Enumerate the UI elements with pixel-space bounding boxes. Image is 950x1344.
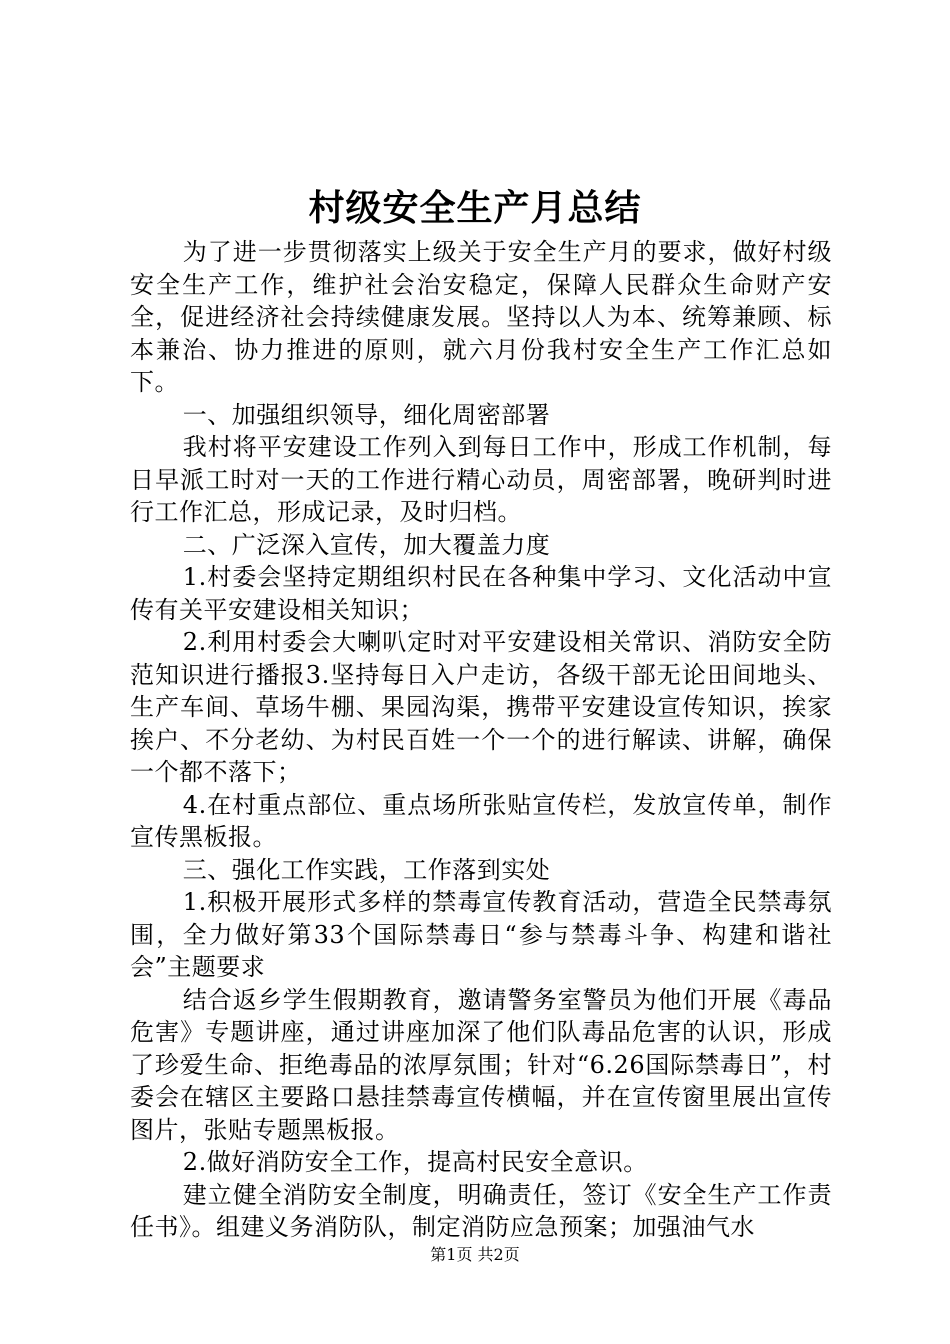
section-2-item-1: 1.村委会坚持定期组织村民在各种集中学习、文化活动中宣传有关平安建设相关知识； <box>130 563 832 624</box>
section-3-item-2-detail: 建立健全消防安全制度，明确责任，签订《安全生产工作责任书》。组建义务消防队，制定消防应急预案；加强油气水 <box>130 1180 832 1241</box>
document-title: 村级安全生产月总结 <box>308 188 642 229</box>
section-3-item-1: 1.积极开展形式多样的禁毒宣传教育活动，营造全民禁毒氛围，全力做好第33个国际禁毒日“参与禁毒斗争、构建和谐社会”主题要求 <box>130 888 832 981</box>
page-number-footer: 第1页 共2页 <box>430 1245 520 1264</box>
section-heading-3: 三、强化工作实践，工作落到实处 <box>182 855 551 884</box>
section-2-item-2: 2.利用村委会大喇叭定时对平安建设相关常识、消防安全防范知识进行播报3.坚持每日入户走访，各级干部无论田间地头、生产车间、草场牛棚、果园沟渠，携带平安建设宣传知识，挨家挨户、不分老幼、为村民百姓一个一个的进行解读、讲解，确保一个都不落下； <box>130 628 832 786</box>
section-2-item-4: 4.在村重点部位、重点场所张贴宣传栏，发放宣传单，制作宣传黑板报。 <box>130 790 832 851</box>
section-1-paragraph: 我村将平安建设工作列入到每日工作中，形成工作机制，每日早派工时对一天的工作进行精心动员，周密部署，晚研判时进行工作汇总，形成记录，及时归档。 <box>130 433 832 526</box>
section-3-item-2-heading: 2.做好消防安全工作，提高村民安全意识。 <box>182 1148 648 1176</box>
document-body <box>130 236 832 1244</box>
intro-paragraph: 为了进一步贯彻落实上级关于安全生产月的要求，做好村级安全生产工作，维护社会治安稳定，保障人民群众生命财产安全，促进经济社会持续健康发展。坚持以人为本、统筹兼顾、标本兼治、协力推进的原则，就六月份我村安全生产工作汇总如下。 <box>130 238 832 396</box>
section-heading-2: 二、广泛深入宣传，加大覆盖力度 <box>182 530 551 559</box>
section-heading-1: 一、加强组织领导，细化周密部署 <box>182 400 551 429</box>
section-3-item-1-detail: 结合返乡学生假期教育，邀请警务室警员为他们开展《毒品危害》专题讲座，通过讲座加深了他们队毒品危害的认识，形成了珍爱生命、拒绝毒品的浓厚氛围；针对“6.26国际禁毒日”，村委会在辖区主要路口悬挂禁毒宣传横幅，并在宣传窗里展出宣传图片，张贴专题黑板报。 <box>130 985 832 1144</box>
